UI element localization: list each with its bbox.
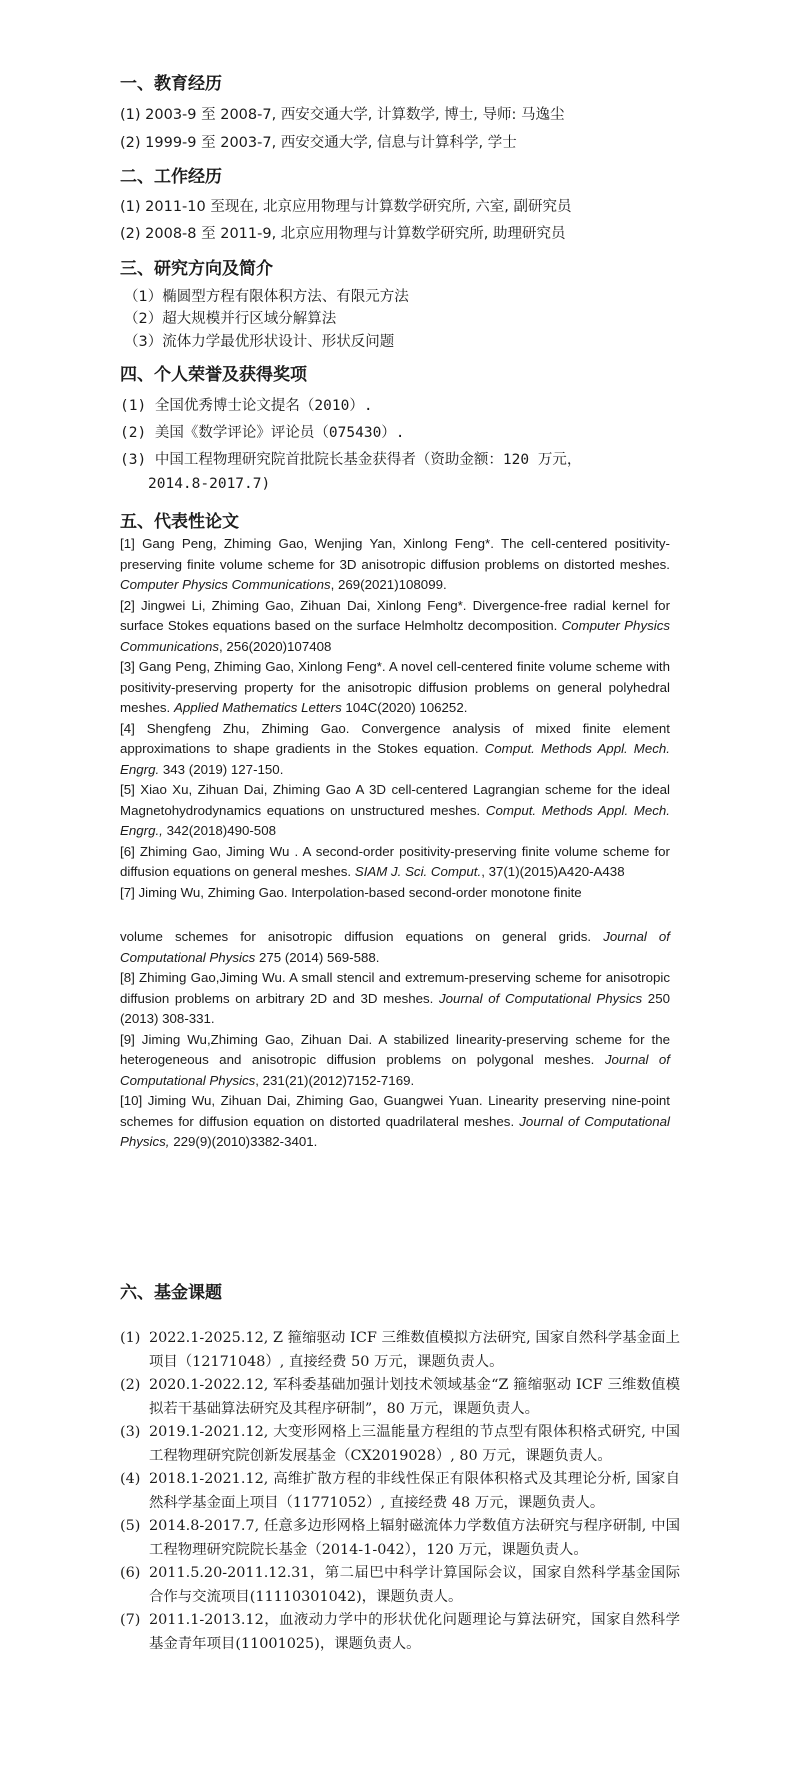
journal-name: Comput. Methods Appl. Mech. Engrg.,: [120, 802, 670, 838]
section-heading-funds: 六、基金课题: [120, 1283, 222, 1303]
journal-name: Journal of Computational Physics,: [120, 1113, 670, 1149]
research-item: （3）流体力学最优形状设计、形状反问题: [124, 334, 395, 350]
journal-name: Journal of Computational Physics: [439, 990, 643, 1006]
fund-item: (2) 2020.1-2022.12, 军科委基础加强计划技术领域基金“Z 箍缩驱动 ICF 三维数值模拟若干基础算法研究及其程序研制”，80 万元，课题负责人。: [120, 1377, 680, 1417]
page-gap: [120, 903, 670, 927]
fund-item: (6) 2011.5.20-2011.12.31，第二届巴中科学计算国际会议，国家自然科学基金国际合作与交流项目(11110301042)，课题负责人。: [120, 1565, 680, 1605]
journal-name: Applied Mathematics Letters: [173, 700, 342, 715]
honor-item: (2) 美国《数学评论》评论员（075430）.: [120, 425, 405, 441]
section-heading-papers: 五、代表性论文: [120, 512, 239, 532]
research-item: （1）椭圆型方程有限体积方法、有限元方法: [124, 289, 409, 305]
section-heading-education: 一、教育经历: [120, 74, 222, 94]
honor-item-continuation: 2014.8-2017.7): [148, 476, 271, 492]
section-heading-honors: 四、个人荣誉及获得奖项: [120, 365, 307, 385]
paper-entry-continuation: volume schemes for anisotropic diffusion equations on general grids. Journal of Computational Physics 275 (2014) 569-588.: [120, 929, 670, 965]
education-item: (2) 1999-9 至 2003-7, 西安交通大学, 信息与计算科学, 学士: [120, 135, 517, 151]
paper-entry: [10] Jiming Wu, Zihuan Dai, Zhiming Gao, Guangwei Yuan. Linearity preserving nine-point schemes for diffusion equation on distorted quadrilateral meshes. Journal of Computational Physics, 229(9)(2010)3382-3401.: [120, 1093, 670, 1149]
fund-item: (4) 2018.1-2021.12, 高维扩散方程的非线性保正有限体积格式及其理论分析, 国家自然科学基金面上项目（11771052）, 直接经费 48 万元，课题负责人。: [120, 1471, 680, 1511]
paper-entry: [1] Gang Peng, Zhiming Gao, Wenjing Yan, Xinlong Feng*. The cell-centered positivity-preserving finite volume scheme for 3D anisotropic diffusion problems on distorted meshes. Computer Physics Communications, 269(2021)108099.: [120, 536, 670, 592]
paper-entry: [7] Jiming Wu, Zhiming Gao. Interpolation-based second-order monotone finite: [120, 884, 582, 900]
fund-item: (7) 2011.1-2013.12，血液动力学中的形状优化问题理论与算法研究，国家自然科学基金青年项目(11001025)，课题负责人。: [120, 1612, 680, 1652]
honor-item: (3) 中国工程物理研究院首批院长基金获得者（资助金额：120 万元，: [120, 452, 582, 468]
paper-entry: [4] Shengfeng Zhu, Zhiming Gao. Convergence analysis of mixed finite element approximations to shape gradients in the Stokes equation. Comput. Methods Appl. Mech. Engrg. 343 (2019) 127-150.: [120, 720, 670, 777]
journal-name: Journal of Computational Physics: [120, 929, 670, 965]
fund-item: (5) 2014.8-2017.7, 任意多边形网格上辐射磁流体力学数值方法研究与程序研制, 中国工程物理研究院院长基金（2014-1-042），120 万元，课题负责人。: [120, 1518, 680, 1558]
journal-name: Computer Physics Communications: [120, 577, 331, 592]
work-item: (1) 2011-10 至现在, 北京应用物理与计算数学研究所, 六室, 副研究员: [120, 199, 572, 215]
section-heading-research: 三、研究方向及简介: [120, 259, 273, 279]
work-item: (2) 2008-8 至 2011-9, 北京应用物理与计算数学研究所, 助理研究员: [120, 226, 566, 242]
fund-item: (3) 2019.1-2021.12, 大变形网格上三温能量方程组的节点型有限体积格式研究, 中国工程物理研究院创新发展基金（CX2019028）, 80 万元，课题负责人。: [120, 1424, 680, 1464]
paper-entry: [5] Xiao Xu, Zihuan Dai, Zhiming Gao A 3D cell-centered Lagrangian scheme for the ideal Magnetohydrodynamics equations on unstructured meshes. Comput. Methods Appl. Mech. Engrg., 342(2018)490-508: [120, 782, 670, 838]
education-item: (1) 2003-9 至 2008-7, 西安交通大学, 计算数学, 博士, 导师: 马逸尘: [120, 107, 565, 123]
journal-name: Journal of Computational Physics: [120, 1052, 670, 1088]
honor-item: (1) 全国优秀博士论文提名（2010）.: [120, 398, 373, 414]
paper-entry: [9] Jiming Wu,Zhiming Gao, Zihuan Dai. A stabilized linearity-preserving scheme for the heterogeneous and anisotropic diffusion problems on polygonal meshes. Journal of Computational Physics, 231(21)(2012)7152-7169.: [120, 1031, 670, 1088]
journal-name: Comput. Methods Appl. Mech. Engrg.: [120, 741, 670, 777]
paper-list: [120, 534, 670, 1153]
paper-entry: [3] Gang Peng, Zhiming Gao, Xinlong Feng*. A novel cell-centered finite volume scheme with positivity-preserving property for the anisotropic diffusion problems on general polyhedral meshes. Applied Mathematics Letters 104C(2020) 106252.: [120, 659, 670, 715]
fund-list: [120, 1327, 680, 1656]
journal-name: Computer Physics Communications: [120, 618, 670, 654]
fund-item: (1) 2022.1-2025.12, Z 箍缩驱动 ICF 三维数值模拟方法研究, 国家自然科学基金面上项目（12171048）, 直接经费 50 万元，课题负责人。: [120, 1330, 680, 1370]
research-item: （2）超大规模并行区域分解算法: [124, 311, 337, 327]
section-heading-work: 二、工作经历: [120, 167, 222, 187]
paper-entry: [8] Zhiming Gao,Jiming Wu. A small stencil and extremum-preserving scheme for anisotropic diffusion problems on arbitrary 2D and 3D meshes. Journal of Computational Physics 250 (2013) 308-331.: [120, 970, 670, 1026]
journal-name: SIAM J. Sci. Comput.: [354, 864, 482, 879]
paper-entry: [2] Jingwei Li, Zhiming Gao, Zihuan Dai, Xinlong Feng*. Divergence-free radial kernel for surface Stokes equations based on the surface Helmholtz decomposition. Computer Physics Communications, 256(2020)107408: [120, 597, 670, 654]
paper-entry: [6] Zhiming Gao, Jiming Wu . A second-order positivity-preserving finite volume scheme for diffusion equations on general meshes. SIAM J. Sci. Comput., 37(1)(2015)A420-A438: [120, 843, 670, 879]
